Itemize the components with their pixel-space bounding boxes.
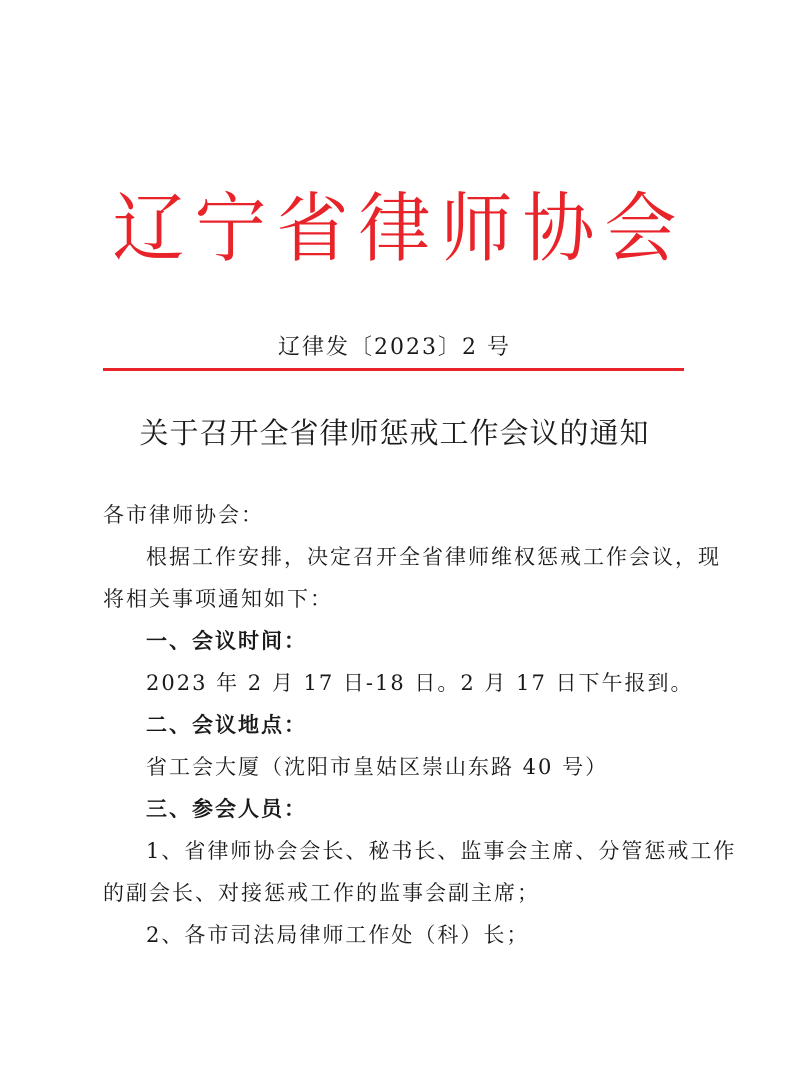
section-text-location: 省工会大厦（沈阳市皇姑区崇山东路 40 号） bbox=[146, 755, 609, 779]
red-separator-line bbox=[103, 368, 684, 371]
organization-letterhead: 辽宁省律师协会 bbox=[112, 183, 687, 273]
notice-title: 关于召开全省律师惩戒工作会议的通知 bbox=[139, 416, 650, 450]
section-heading-location: 二、会议地点： bbox=[146, 713, 307, 737]
notice-body bbox=[103, 494, 737, 956]
intro-paragraph-line: 根据工作安排，决定召开全省律师维权惩戒工作会议，现 bbox=[146, 545, 721, 569]
attendee-item-line: 1、省律师协会会长、秘书长、监事会主席、分管惩戒工作 bbox=[146, 839, 737, 863]
salutation: 各市律师协会： bbox=[103, 503, 264, 527]
attendee-item: 2、各市司法局律师工作处（科）长； bbox=[146, 923, 530, 947]
document-number: 辽律发〔2023〕2 号 bbox=[278, 335, 511, 360]
attendee-item-line: 的副会长、对接惩戒工作的监事会副主席； bbox=[103, 881, 540, 905]
section-text-time: 2023 年 2 月 17 日-18 日。2 月 17 日下午报到。 bbox=[146, 671, 694, 695]
section-heading-time: 一、会议时间： bbox=[146, 629, 307, 653]
intro-paragraph-line: 将相关事项通知如下： bbox=[103, 587, 333, 611]
section-heading-attendees: 三、参会人员： bbox=[146, 797, 307, 821]
